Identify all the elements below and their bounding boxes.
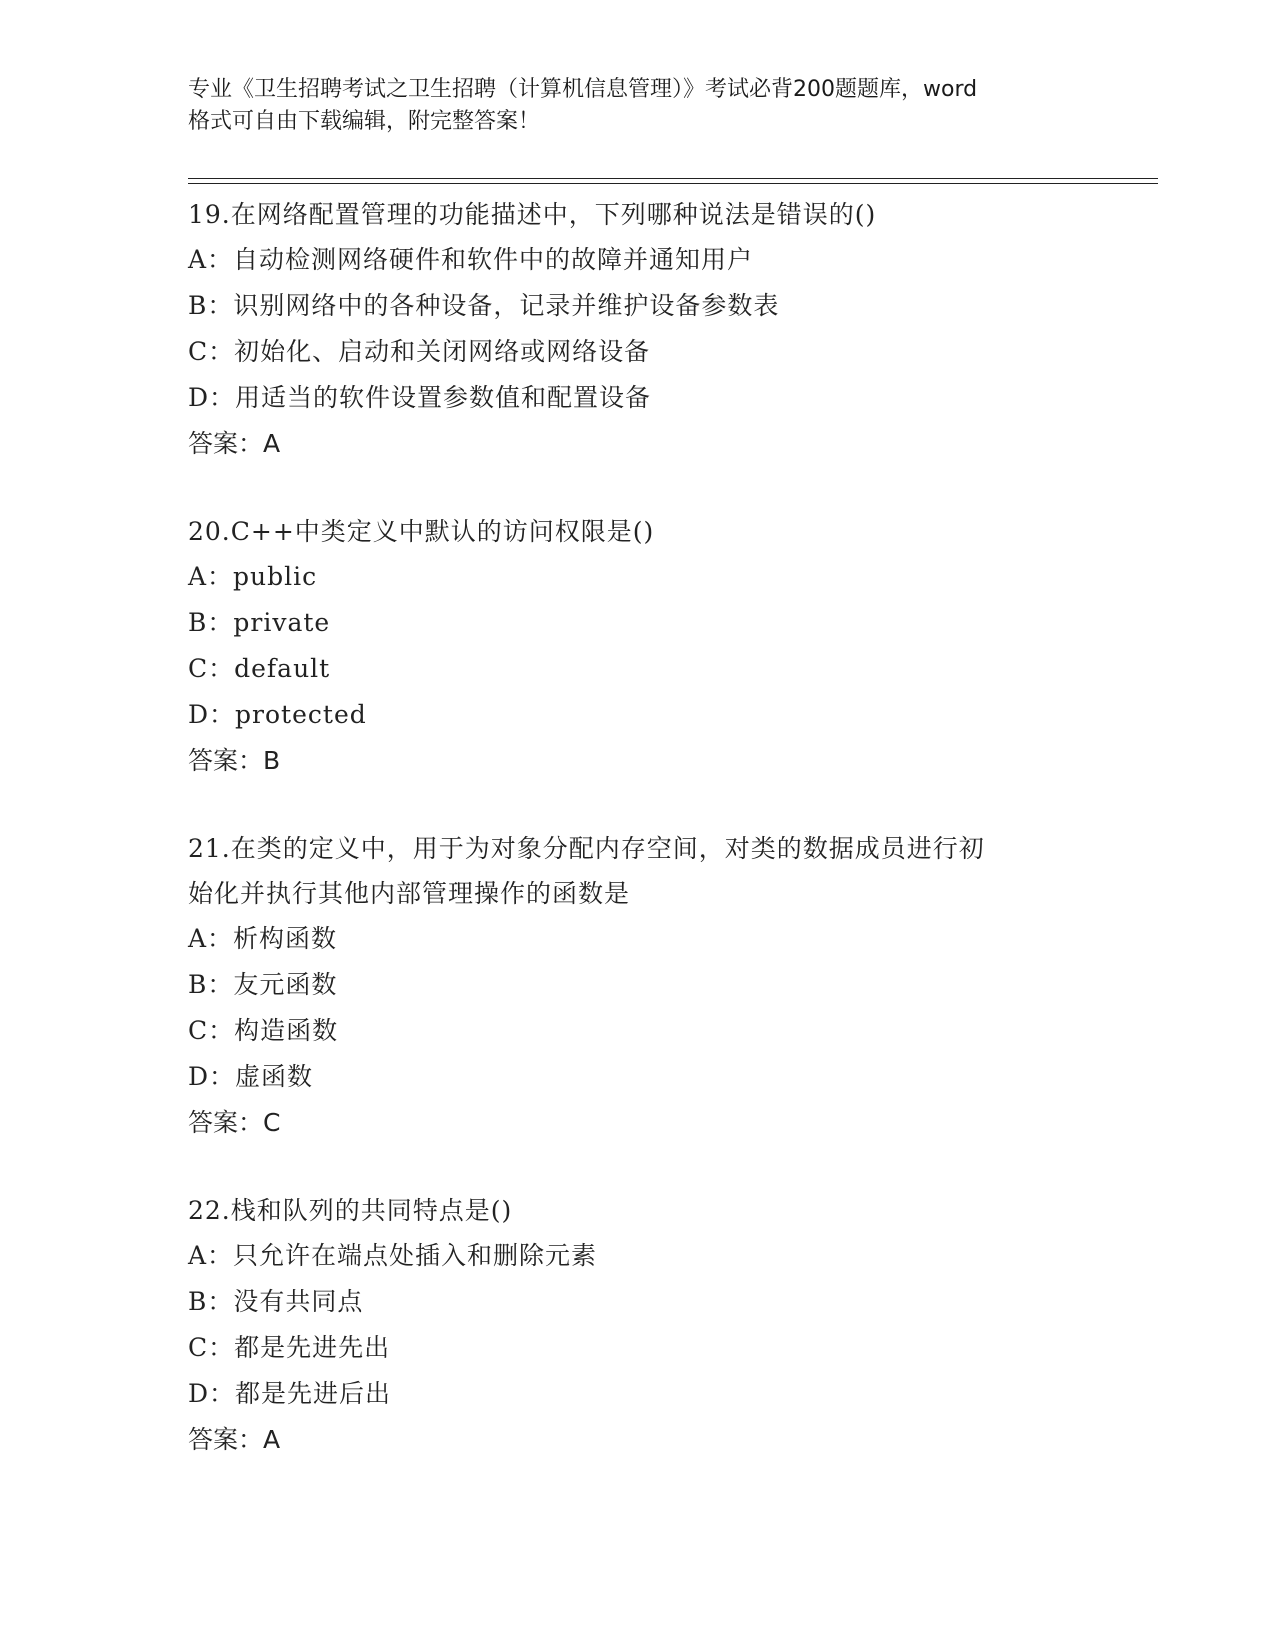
question-stem: 19.在网络配置管理的功能描述中，下列哪种说法是错误的() [188, 200, 877, 229]
header-divider-bottom [188, 183, 1158, 184]
option-c: C：都是先进先出 [188, 1333, 391, 1362]
option-c: C：初始化、启动和关闭网络或网络设备 [188, 337, 651, 366]
answer-line: 答案：A [188, 429, 281, 458]
option-b: B：友元函数 [188, 970, 338, 999]
document-header [188, 74, 1088, 138]
question-stem: 22.栈和队列的共同特点是() [188, 1196, 513, 1225]
option-a: A：析构函数 [188, 924, 338, 953]
option-b: B：没有共同点 [188, 1287, 364, 1316]
header-line-2: 格式可自由下载编辑，附完整答案！ [188, 109, 541, 134]
header-divider-top [188, 178, 1158, 179]
option-c: C：构造函数 [188, 1016, 339, 1045]
question-20 [188, 509, 1088, 784]
option-d: D：protected [188, 700, 367, 729]
option-b: B：识别网络中的各种设备，记录并维护设备参数表 [188, 291, 780, 320]
option-d: D：用适当的软件设置参数值和配置设备 [188, 383, 652, 412]
question-22 [188, 1188, 1088, 1463]
option-a: A：public [188, 562, 318, 591]
question-19 [188, 192, 1088, 467]
option-a: A：只允许在端点处插入和删除元素 [188, 1241, 598, 1270]
option-b: B：private [188, 608, 331, 637]
answer-line: 答案：A [188, 1425, 281, 1454]
question-21 [188, 826, 1088, 1146]
answer-line: 答案：B [188, 746, 281, 775]
question-list [188, 192, 1088, 1505]
question-stem-line-1: 21.在类的定义中，用于为对象分配内存空间，对类的数据成员进行初 [188, 834, 985, 863]
question-stem-line-2: 始化并执行其他内部管理操作的函数是 [188, 879, 631, 908]
option-a: A：自动检测网络硬件和软件中的故障并通知用户 [188, 245, 754, 274]
header-line-1: 专业《卫生招聘考试之卫生招聘（计算机信息管理）》考试必背200题题库，word [188, 77, 978, 102]
option-c: C：default [188, 654, 331, 683]
option-d: D：虚函数 [188, 1062, 314, 1091]
question-stem: 20.C++中类定义中默认的访问权限是() [188, 517, 655, 546]
answer-line: 答案：C [188, 1108, 281, 1137]
option-d: D：都是先进后出 [188, 1379, 392, 1408]
